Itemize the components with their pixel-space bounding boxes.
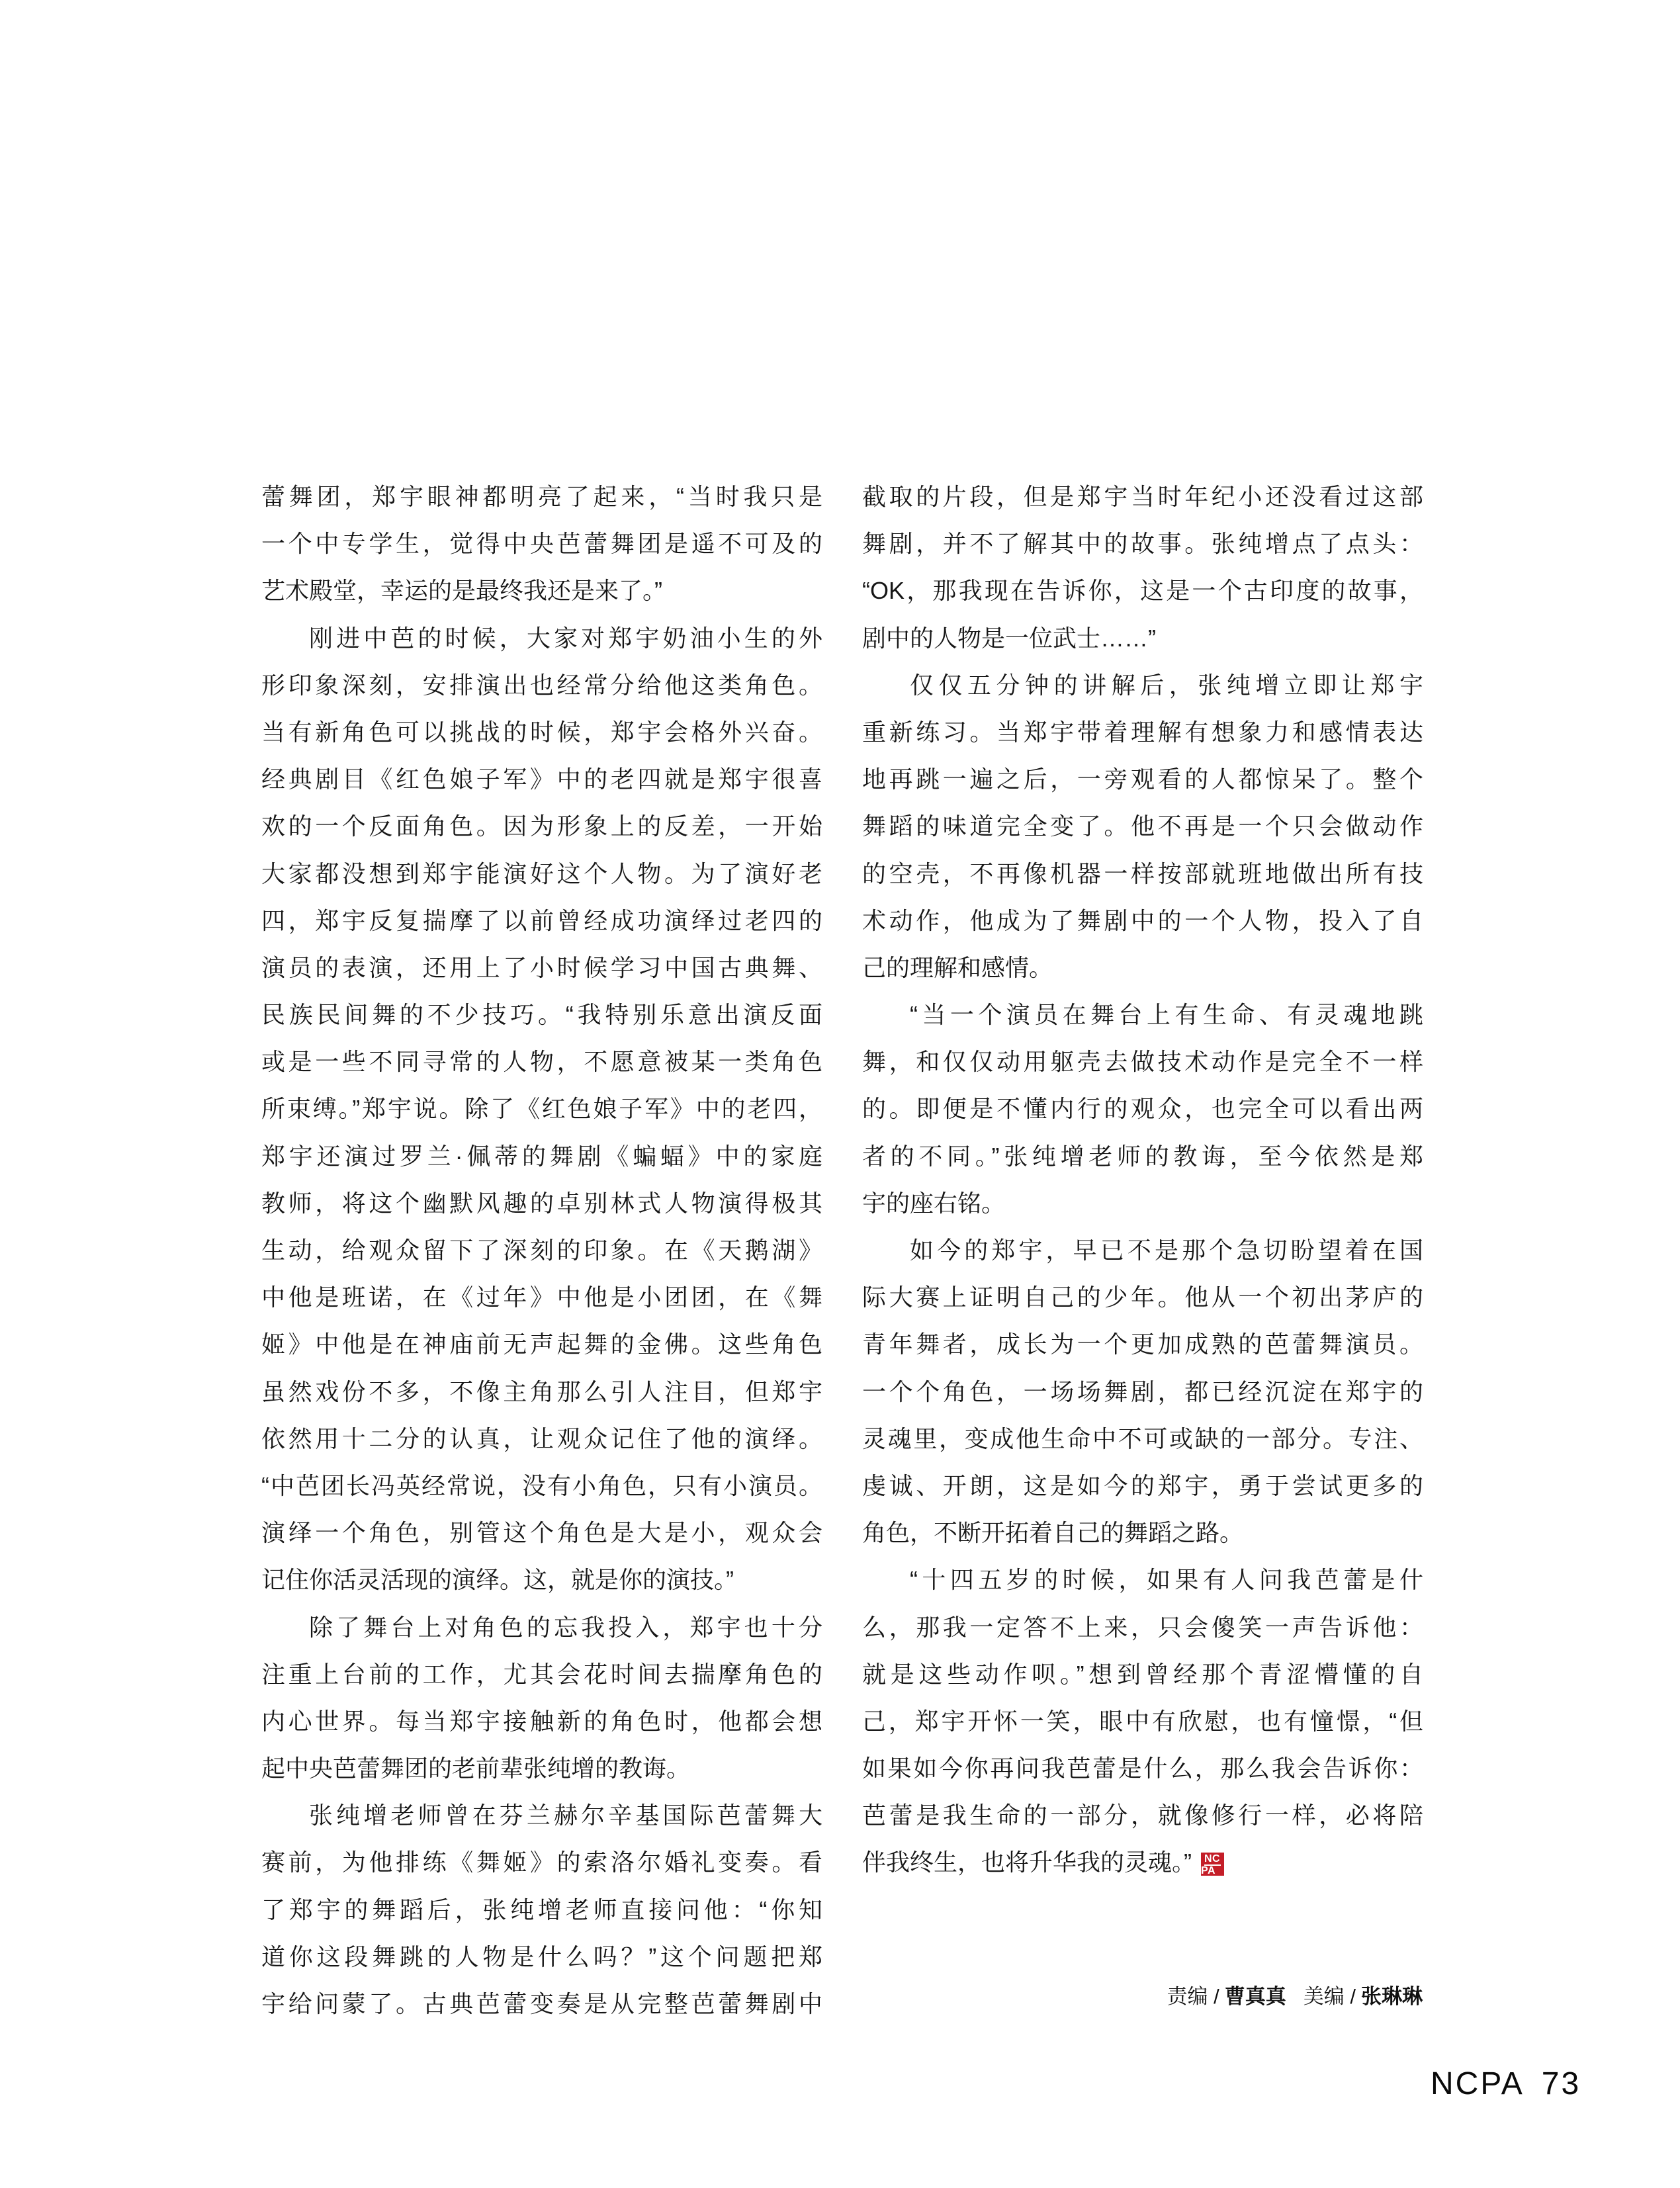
text-line: 虔诚、开朗，这是如今的郑宇，勇于尝试更多的 bbox=[862, 1471, 1423, 1499]
text-line: 宇的座右铭。 bbox=[862, 1189, 1006, 1217]
ncpa-logo-bottom-text: PA bbox=[1201, 1865, 1216, 1877]
text-line: 宇给问蒙了。古典芭蕾变奏是从完整芭蕾舞剧中 bbox=[261, 1990, 822, 2017]
text-line: “中芭团长冯英经常说，没有小角色，只有小演员。 bbox=[261, 1471, 822, 1499]
text-line: 舞，和仅仅动用躯壳去做技术动作是完全不一样 bbox=[862, 1048, 1423, 1076]
text-line: 伴我终生，也将升华我的灵魂。” $\frac{NC}{PA}$ bbox=[862, 1839, 1423, 1886]
text-line: 己的理解和感情。 bbox=[862, 953, 1053, 981]
text-line: 起中央芭蕾舞团的老前辈张纯增的教诲。 bbox=[261, 1755, 691, 1782]
text-line: 己，郑宇开怀一笑，眼中有欣慰，也有憧憬，“但 bbox=[862, 1707, 1423, 1735]
article-column-right bbox=[862, 473, 1423, 2027]
editor-name: 曹真真 bbox=[1224, 1985, 1286, 2008]
text-line: 形印象深刻，安排演出也经常分给他这类角色。 bbox=[261, 671, 822, 699]
text-line: 角色，不断开拓着自己的舞蹈之路。 bbox=[862, 1519, 1244, 1547]
text-line: 虽然戏份不多，不像主角那么引人注目，但郑宇 bbox=[261, 1378, 822, 1405]
text-line: 道你这段舞跳的人物是什么吗？”这个问题把郑 bbox=[261, 1943, 822, 1970]
text-line: 除了舞台上对角色的忘我投入，郑宇也十分 bbox=[309, 1613, 822, 1641]
text-line: 如今的郑宇，早已不是那个急切盼望着在国 bbox=[910, 1237, 1423, 1264]
text-line: 教师，将这个幽默风趣的卓别林式人物演得极其 bbox=[261, 1189, 822, 1217]
text-line: 际大赛上证明自己的少年。他从一个初出茅庐的 bbox=[862, 1284, 1423, 1311]
ncpa-logo bbox=[1201, 1853, 1224, 1876]
text-line: 赛前，为他排练《舞姬》的索洛尔婚礼变奏。看 bbox=[261, 1849, 822, 1876]
text-line: 演绎一个角色，别管这个角色是大是小，观众会 bbox=[261, 1519, 822, 1547]
editor-label: 责编 / bbox=[1167, 1985, 1219, 2008]
text-line: “OK，那我现在告诉你，这是一个古印度的故事， bbox=[862, 577, 1423, 605]
text-line: 剧中的人物是一位武士……” bbox=[862, 624, 1156, 652]
text-line: 术动作，他成为了舞剧中的一个人物，投入了自 bbox=[862, 906, 1423, 934]
page-number-value: 73 bbox=[1541, 2066, 1581, 2101]
text-line: 或是一些不同寻常的人物，不愿意被某一类角色 bbox=[261, 1048, 822, 1076]
text-line: 依然用十二分的认真，让观众记住了他的演绎。 bbox=[261, 1424, 822, 1452]
text-line: 芭蕾是我生命的一部分，就像修行一样，必将陪 bbox=[862, 1802, 1423, 1829]
article-body bbox=[261, 473, 1423, 2027]
footer-credits bbox=[1167, 1980, 1423, 2009]
text-line: 灵魂里，变成他生命中不可或缺的一部分。专注、 bbox=[862, 1424, 1423, 1452]
text-line: 舞蹈的味道完全变了。他不再是一个只会做动作 bbox=[862, 812, 1423, 840]
text-line: 截取的片段，但是郑宇当时年纪小还没看过这部 bbox=[862, 483, 1423, 510]
text-line: 姬》中他是在神庙前无声起舞的金佛。这些角色 bbox=[261, 1331, 822, 1358]
text-line: 所束缚。”郑宇说。除了《红色娘子军》中的老四， bbox=[261, 1095, 822, 1123]
text-line: 注重上台前的工作，尤其会花时间去揣摩角色的 bbox=[261, 1660, 822, 1688]
text-line: 的空壳，不再像机器一样按部就班地做出所有技 bbox=[862, 859, 1423, 887]
text-line: 经典剧目《红色娘子军》中的老四就是郑宇很喜 bbox=[261, 766, 822, 793]
text-line: 仅仅五分钟的讲解后，张纯增立即让郑宇 bbox=[910, 671, 1423, 699]
text-line: 郑宇还演过罗兰·佩蒂的舞剧《蝙蝠》中的家庭 bbox=[261, 1142, 822, 1170]
text-line: 如果如今你再问我芭蕾是什么，那么我会告诉你： bbox=[862, 1755, 1423, 1782]
text-line: 艺术殿堂，幸运的是最终我还是来了。” bbox=[261, 577, 662, 605]
text-line: 当有新角色可以挑战的时候，郑宇会格外兴奋。 bbox=[261, 718, 822, 746]
text-line: 民族民间舞的不少技巧。“我特别乐意出演反面 bbox=[261, 1001, 822, 1029]
designer-name: 张琳琳 bbox=[1361, 1985, 1423, 2008]
text-line: 生动，给观众留下了深刻的印象。在《天鹅湖》 bbox=[261, 1237, 822, 1264]
text-line: 张纯增老师曾在芬兰赫尔辛基国际芭蕾舞大 bbox=[309, 1802, 822, 1829]
text-line: 一个中专学生，觉得中央芭蕾舞团是遥不可及的 bbox=[261, 530, 822, 558]
text-line: 四，郑宇反复揣摩了以前曾经成功演绎过老四的 bbox=[261, 906, 822, 934]
text-line: 大家都没想到郑宇能演好这个人物。为了演好老 bbox=[261, 859, 822, 887]
text-line: 演员的表演，还用上了小时候学习中国古典舞、 bbox=[261, 953, 822, 981]
text-line: 地再跳一遍之后，一旁观看的人都惊呆了。整个 bbox=[862, 766, 1423, 793]
page-brand-label: NCPA bbox=[1431, 2066, 1525, 2101]
page-number bbox=[1431, 2066, 1581, 2102]
text-line: 蕾舞团，郑宇眼神都明亮了起来，“当时我只是 bbox=[261, 483, 822, 510]
text-line: 了郑宇的舞蹈后，张纯增老师直接问他：“你知 bbox=[261, 1896, 822, 1923]
text-line: 舞剧，并不了解其中的故事。张纯增点了点头： bbox=[862, 530, 1423, 558]
text-line: 的。即便是不懂内行的观众，也完全可以看出两 bbox=[862, 1095, 1423, 1123]
text-line: 就是这些动作呗。”想到曾经那个青涩懵懂的自 bbox=[862, 1660, 1423, 1688]
ncpa-logo-top-text: NC bbox=[1204, 1853, 1221, 1865]
text-line: 中他是班诺，在《过年》中他是小团团，在《舞 bbox=[261, 1284, 822, 1311]
text-line: 记住你活灵活现的演绎。这，就是你的演技。” bbox=[261, 1566, 734, 1594]
text-line: 内心世界。每当郑宇接触新的角色时，他都会想 bbox=[261, 1707, 822, 1735]
text-line: 一个个角色，一场场舞剧，都已经沉淀在郑宇的 bbox=[862, 1378, 1423, 1405]
designer-label: 美编 / bbox=[1303, 1985, 1356, 2008]
text-line: 重新练习。当郑宇带着理解有想象力和感情表达 bbox=[862, 718, 1423, 746]
text-line: “当一个演员在舞台上有生命、有灵魂地跳 bbox=[910, 1001, 1423, 1029]
text-line: 青年舞者，成长为一个更加成熟的芭蕾舞演员。 bbox=[862, 1331, 1423, 1358]
article-column-left bbox=[261, 473, 822, 2027]
text-line: 欢的一个反面角色。因为形象上的反差，一开始 bbox=[261, 812, 822, 840]
text-line: 么，那我一定答不上来，只会傻笑一声告诉他： bbox=[862, 1613, 1423, 1641]
text-line: “十四五岁的时候，如果有人问我芭蕾是什 bbox=[910, 1566, 1423, 1594]
text-line: 者的不同。”张纯增老师的教诲，至今依然是郑 bbox=[862, 1142, 1423, 1170]
text-line: 刚进中芭的时候，大家对郑宇奶油小生的外 bbox=[309, 624, 822, 652]
